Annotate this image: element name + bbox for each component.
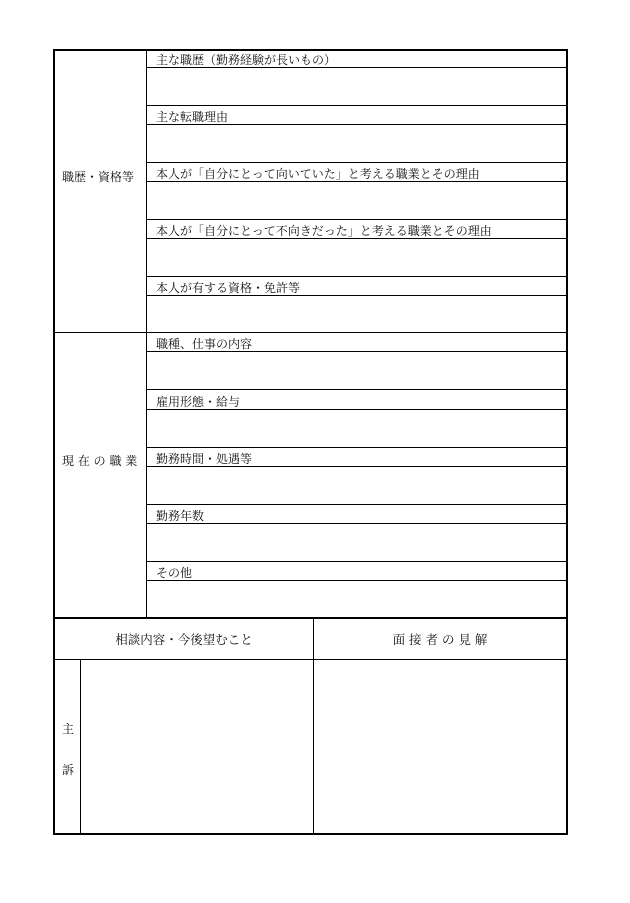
current-job-field-working-hours-answer[interactable]	[147, 467, 567, 504]
frame-bottom	[53, 833, 568, 835]
career-section-label: 職歴・資格等	[62, 170, 135, 184]
career-field-label-job-change-reason: 主な転職理由	[156, 110, 229, 124]
current-job-field-label-other: その他	[156, 566, 193, 580]
field-row-divider	[147, 504, 567, 505]
field-row-divider	[147, 105, 567, 106]
interviewer-opinion-answer[interactable]	[314, 660, 566, 833]
career-field-main-history-answer[interactable]	[147, 68, 567, 105]
career-field-label-qualifications: 本人が有する資格・免許等	[156, 281, 301, 295]
current-job-field-other-answer[interactable]	[147, 581, 567, 617]
complaint-answer[interactable]	[81, 660, 313, 833]
career-field-label-suitable-job: 本人が「自分にとって向いていた」と考える職業とその理由	[156, 167, 480, 181]
field-row-divider	[147, 219, 567, 220]
career-field-unsuitable-job-answer[interactable]	[147, 239, 567, 276]
interviewer-opinion-header: 面 接 者 の 見 解	[392, 632, 488, 647]
current-job-field-employment-answer[interactable]	[147, 410, 567, 447]
current-job-field-label-years: 勤務年数	[156, 509, 205, 523]
current-job-field-occupation-answer[interactable]	[147, 352, 567, 389]
career-section-bottom	[54, 332, 567, 333]
current-job-section-bottom	[54, 617, 567, 619]
career-field-label-main-history: 主な職歴（勤務経験が長いもの）	[156, 53, 337, 67]
current-job-field-label-working-hours: 勤務時間・処遇等	[156, 452, 253, 466]
complaint-label-char-2: 訴	[62, 763, 75, 777]
field-row-divider	[147, 276, 567, 277]
frame-top	[53, 49, 568, 51]
field-row-divider	[147, 561, 567, 562]
current-job-field-years-answer[interactable]	[147, 524, 567, 561]
career-field-qualifications-answer[interactable]	[147, 296, 567, 332]
field-row-divider	[147, 447, 567, 448]
field-row-divider	[147, 389, 567, 390]
career-field-job-change-reason-answer[interactable]	[147, 125, 567, 162]
career-field-label-unsuitable-job: 本人が「自分にとって不向きだった」と考える職業とその理由	[156, 224, 492, 238]
field-row-divider	[147, 162, 567, 163]
current-job-field-label-occupation: 職種、仕事の内容	[156, 337, 253, 351]
consultation-header-left: 相談内容・今後望むこと	[115, 632, 253, 647]
complaint-label-char-1: 主	[62, 722, 75, 736]
current-job-section-label: 現 在 の 職 業	[62, 454, 138, 468]
frame-left	[53, 49, 55, 835]
current-job-field-label-employment: 雇用形態・給与	[156, 395, 241, 409]
career-field-suitable-job-answer[interactable]	[147, 182, 567, 219]
